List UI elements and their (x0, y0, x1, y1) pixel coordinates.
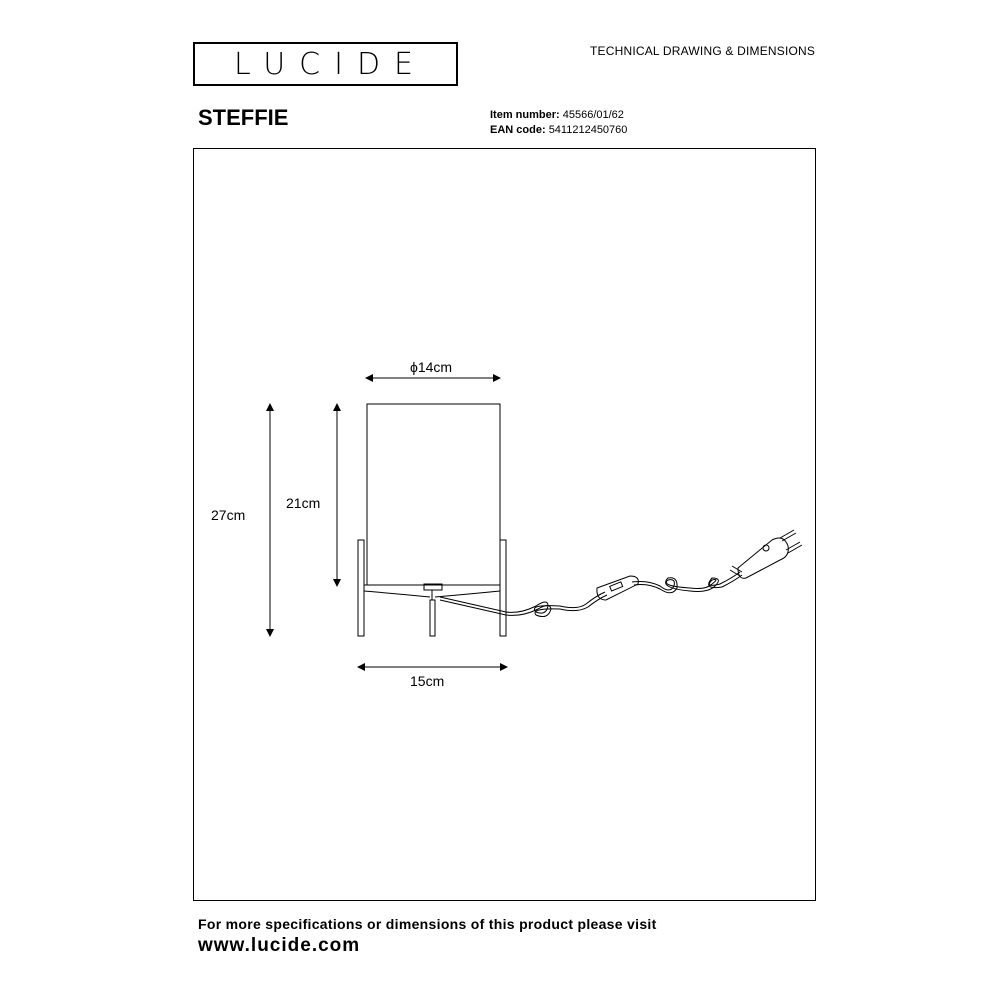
footer-url[interactable]: www.lucide.com (198, 935, 361, 956)
base-width-label: 15cm (410, 673, 445, 689)
ean-code-label: EAN code: (490, 124, 546, 136)
footer-note: For more specifications or dimensions of this product please visit (198, 916, 657, 932)
diameter-label: ϕ14cm (410, 359, 453, 375)
product-name: STEFFIE (198, 105, 289, 130)
total-height-label: 27cm (211, 507, 246, 523)
center-leg (430, 600, 435, 636)
shade-height-label: 21cm (286, 495, 321, 511)
diameter-dimension (366, 359, 500, 378)
total-height-dimension (211, 404, 270, 636)
ean-code-value: 5411212450760 (548, 124, 628, 136)
lamp-frame (358, 540, 506, 636)
shade-height-dimension (286, 404, 337, 586)
lamp-shade (367, 404, 500, 585)
power-cord (440, 572, 742, 617)
euro-plug (730, 530, 802, 578)
item-number-value: 45566/01/62 (562, 109, 624, 121)
base-width-dimension (358, 667, 507, 689)
item-number-label: Item number: (490, 109, 560, 121)
brand-logo-text: LUCIDE (233, 46, 428, 82)
plug-pin-top (780, 530, 794, 538)
right-leg (500, 540, 506, 636)
document-type-label: TECHNICAL DRAWING & DIMENSIONS (590, 44, 816, 58)
left-leg (358, 540, 364, 636)
